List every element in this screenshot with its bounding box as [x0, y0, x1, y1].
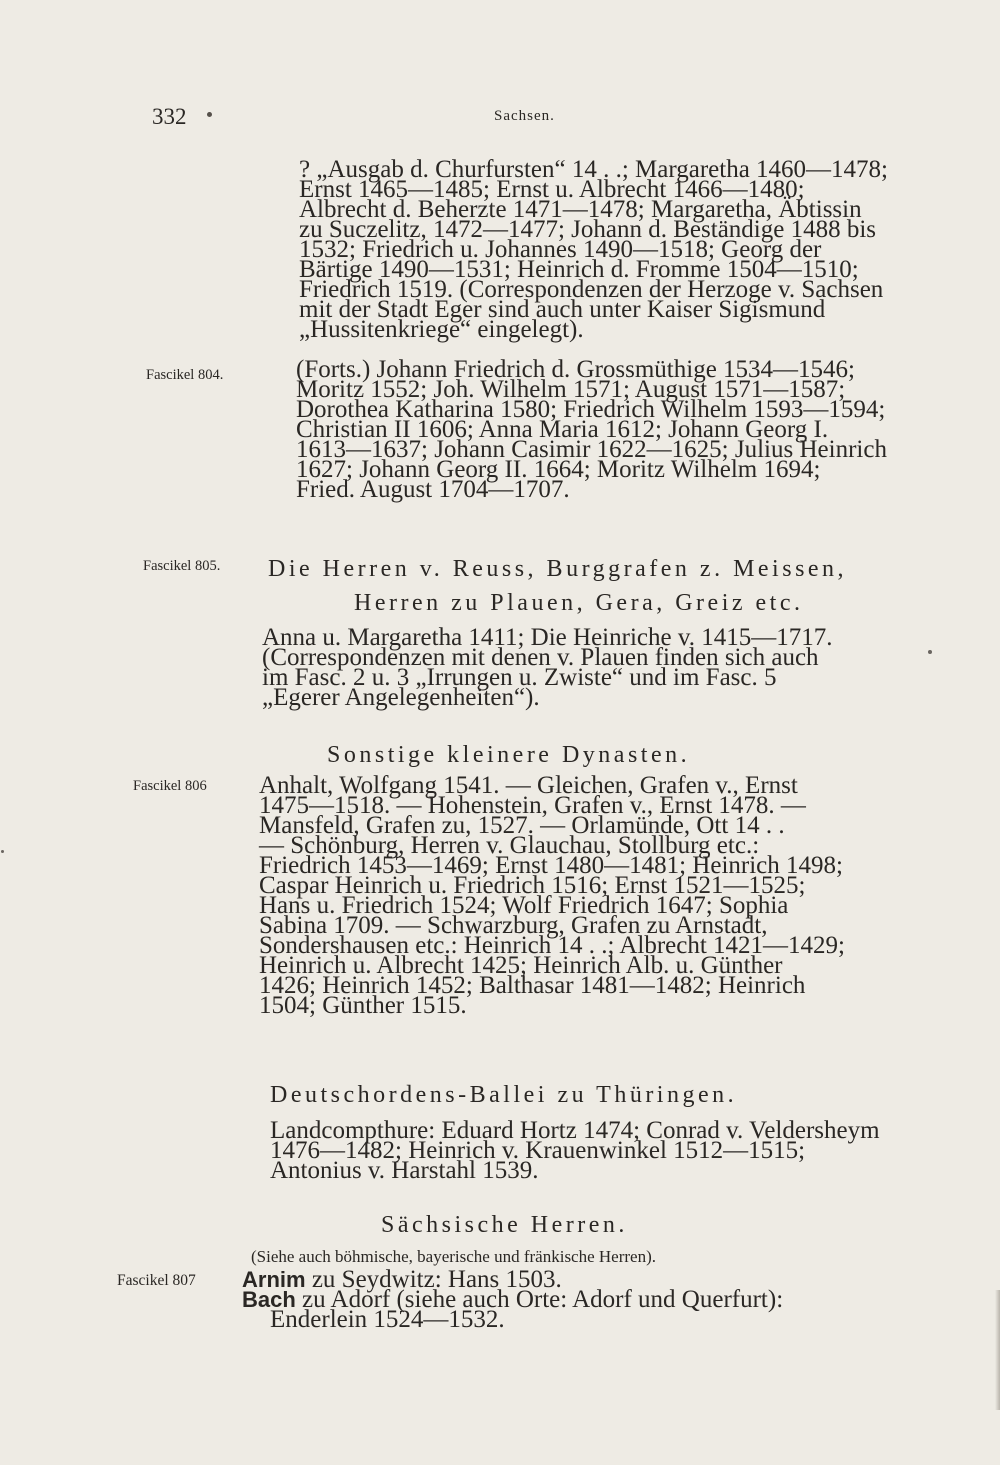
text-line: Fried. August 1704—1707.: [296, 476, 570, 503]
text-line: Sabina 1709. — Schwarzburg, Grafen zu Arnstadt,: [259, 912, 768, 939]
running-title: Sachsen.: [494, 108, 555, 124]
text-line: 1504; Günther 1515.: [259, 992, 467, 1019]
text-line: (Forts.) Johann Friedrich d. Grossmüthige 1534—1546;: [296, 356, 855, 383]
text-line: im Fasc. 2 u. 3 „Irrungen u. Zwiste“ und im Fasc. 5: [262, 664, 777, 691]
text-line: Landcompthure: Eduard Hortz 1474; Conrad v. Veldersheym: [270, 1117, 880, 1144]
section-heading: Die Herren v. Reuss, Burggrafen z. Meissen,: [268, 556, 848, 582]
fascikel-label: Fascikel 807: [117, 1272, 196, 1289]
fascikel-label: Fascikel 806: [133, 778, 207, 794]
paper-speck: [928, 650, 932, 654]
text-line: Bärtige 1490—1531; Heinrich d. Fromme 1504—1510;: [299, 256, 859, 283]
text-line: 1476—1482; Heinrich v. Krauenwinkel 1512—1515;: [270, 1137, 806, 1164]
section-heading: Herren zu Plauen, Gera, Greiz etc.: [354, 590, 804, 616]
text-line: Anhalt, Wolfgang 1541. — Gleichen, Grafen v., Ernst: [259, 772, 798, 799]
text-line: Sondershausen etc.: Heinrich 14 . .; Albrecht 1421—1429;: [259, 932, 845, 959]
text-line: Anna u. Margaretha 1411; Die Heinriche v. 1415—1717.: [262, 624, 833, 651]
entry-text: zu Adorf (siehe auch Orte: Adorf und Querfurt):: [295, 1286, 784, 1313]
text-line: zu Suczelitz, 1472—1477; Johann d. Beständige 1488 bis: [299, 216, 877, 243]
text-line: 1532; Friedrich u. Johannes 1490—1518; Georg der: [299, 236, 822, 263]
text-line: Mansfeld, Grafen zu, 1527. — Orlamünde, Ott 14 . .: [259, 812, 785, 839]
text-line: Heinrich u. Albrecht 1425; Heinrich Alb. u. Günther: [259, 952, 783, 979]
text-line: 1613—1637; Johann Casimir 1622—1625; Julius Heinrich: [296, 436, 887, 463]
family-name-bach: Bach: [242, 1287, 296, 1312]
text-line: Caspar Heinrich u. Friedrich 1516; Ernst 1521—1525;: [259, 872, 806, 899]
fascikel-807-entry: [242, 1266, 784, 1333]
text-line: ? „Ausgab d. Churfursten“ 14 . .; Margaretha 1460—1478;: [299, 156, 888, 183]
family-name-arnim: Arnim: [242, 1267, 306, 1292]
entry-803-continuation: [299, 156, 888, 343]
text-line: (Correspondenzen mit denen v. Plauen finden sich auch: [262, 644, 819, 671]
fascikel-label: Fascikel 804.: [146, 367, 224, 383]
text-line: Antonius v. Harstahl 1539.: [270, 1157, 539, 1184]
text-line: mit der Stadt Eger sind auch unter Kaiser Sigismund: [299, 296, 826, 323]
text-line: „Egerer Angelegenheiten“).: [262, 684, 540, 711]
section-heading: Deutschordens-Ballei zu Thüringen.: [270, 1082, 738, 1108]
text-line: Moritz 1552; Joh. Wilhelm 1571; August 1571—1587;: [296, 376, 846, 403]
text-line: 1627; Johann Georg II. 1664; Moritz Wilhelm 1694;: [296, 456, 821, 483]
text-line: 1475—1518. — Hohenstein, Grafen v., Ernst 1478. —: [259, 792, 806, 819]
text-line: Christian II 1606; Anna Maria 1612; Johann Georg I.: [296, 416, 829, 443]
page-edge-shadow: [995, 1290, 1000, 1410]
header-dot: [207, 112, 212, 117]
section-heading: Sonstige kleinere Dynasten.: [327, 742, 691, 768]
fascikel-label: Fascikel 805.: [143, 558, 221, 574]
text-line: Albrecht d. Beherzte 1471—1478; Margaretha, Äbtissin: [299, 196, 862, 223]
text-line: Dorothea Katharina 1580; Friedrich Wilhelm 1593—1594;: [296, 396, 886, 423]
page-number: 332: [152, 104, 187, 129]
text-line: Friedrich 1519. (Correspondenzen der Herzoge v. Sachsen: [299, 276, 884, 303]
thueringen-entry: [270, 1117, 880, 1184]
text-line: „Hussitenkriege“ eingelegt).: [299, 316, 584, 343]
text-line: Ernst 1465—1485; Ernst u. Albrecht 1466—1480;: [299, 176, 805, 203]
page-header: [0, 104, 1000, 134]
text-line: — Schönburg, Herren v. Glauchau, Stollburg etc.:: [259, 832, 760, 859]
text-line: 1426; Heinrich 1452; Balthasar 1481—1482; Heinrich: [259, 972, 806, 999]
cross-reference-note: (Siehe auch böhmische, bayerische und fränkische Herren).: [251, 1247, 657, 1266]
text-line: Enderlein 1524—1532.: [270, 1306, 505, 1333]
section-heading: Sächsische Herren.: [381, 1212, 628, 1238]
text-line: Hans u. Friedrich 1524; Wolf Friedrich 1647; Sophia: [259, 892, 789, 919]
text-line: Friedrich 1453—1469; Ernst 1480—1481; Heinrich 1498;: [259, 852, 843, 879]
fascikel-804-entry: [296, 356, 887, 503]
fascikel-806-entry: [259, 772, 845, 1019]
entry-text: zu Seydwitz: Hans 1503.: [305, 1266, 562, 1293]
paper-speck: [1, 850, 4, 853]
fascikel-805-entry: [262, 624, 833, 711]
